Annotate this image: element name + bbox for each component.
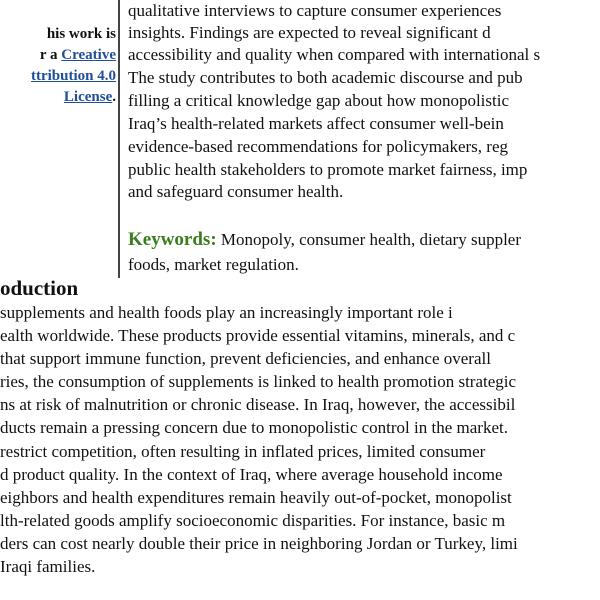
attribution-link[interactable]: ttribution 4.0 xyxy=(30,68,116,84)
license-link[interactable]: License xyxy=(63,89,113,105)
abstract-line: The study contributes to both academic discourse and pub xyxy=(128,68,523,87)
abstract-line: public health stakeholders to promote market fairness, imp xyxy=(128,160,528,179)
license-line-2-prefix: r a xyxy=(39,47,58,63)
abstract-line: qualitative interviews to capture consumer experiences xyxy=(128,1,502,20)
body-line: ries, the consumption of supplements is linked to health promotion strategic xyxy=(0,372,517,391)
creative-link[interactable]: Creative xyxy=(61,47,116,63)
body-line: eighbors and health expenditures remain heavily out-of-pocket, monopolist xyxy=(0,488,512,507)
body-line: ders can cost nearly double their price in neighboring Jordan or Turkey, limi xyxy=(0,534,518,553)
abstract-line: Iraq’s health-related markets affect consumer well-bein xyxy=(128,114,504,133)
keywords-text: Monopoly, consumer health, dietary suppler xyxy=(220,230,522,249)
body-line: supplements and health foods play an increasingly important role i xyxy=(0,303,453,322)
body-line: ealth worldwide. These products provide essential vitamins, minerals, and c xyxy=(0,326,516,345)
license-line-3 xyxy=(31,66,116,86)
column-divider xyxy=(118,0,120,278)
license-line-2 xyxy=(40,45,116,65)
abstract-line: evidence-based recommendations for policymakers, reg xyxy=(128,137,508,156)
body-line: lth-related goods amplify socioeconomic disparities. For instance, basic m xyxy=(0,511,506,530)
body-line: restrict competition, often resulting in inflated prices, limited consumer xyxy=(0,442,486,461)
abstract-line: insights. Findings are expected to reveal significant d xyxy=(128,23,491,42)
keywords-label: Keywords: xyxy=(128,229,217,250)
keywords-line-2: foods, market regulation. xyxy=(128,255,299,274)
license-period: . xyxy=(112,89,116,105)
license-line-4 xyxy=(64,87,116,107)
body-line: ducts remain a pressing concern due to monopolistic control in the market. xyxy=(0,418,508,437)
license-line-1: his work is xyxy=(46,26,116,42)
section-heading: oduction xyxy=(0,276,79,300)
body-line: ns at risk of malnutrition or chronic disease. In Iraq, however, the accessibil xyxy=(0,395,516,414)
body-line: that support immune function, prevent deficiencies, and enhance overall xyxy=(0,349,491,368)
body-line: d product quality. In the context of Iraq, where average household income xyxy=(0,465,503,484)
abstract-line: accessibility and quality when compared with international s xyxy=(128,45,541,64)
abstract-line: filling a critical knowledge gap about how monopolistic xyxy=(128,91,509,110)
keywords-line-1 xyxy=(128,229,521,250)
abstract-line: and safeguard consumer health. xyxy=(128,182,344,201)
body-line: Iraqi families. xyxy=(0,557,96,576)
